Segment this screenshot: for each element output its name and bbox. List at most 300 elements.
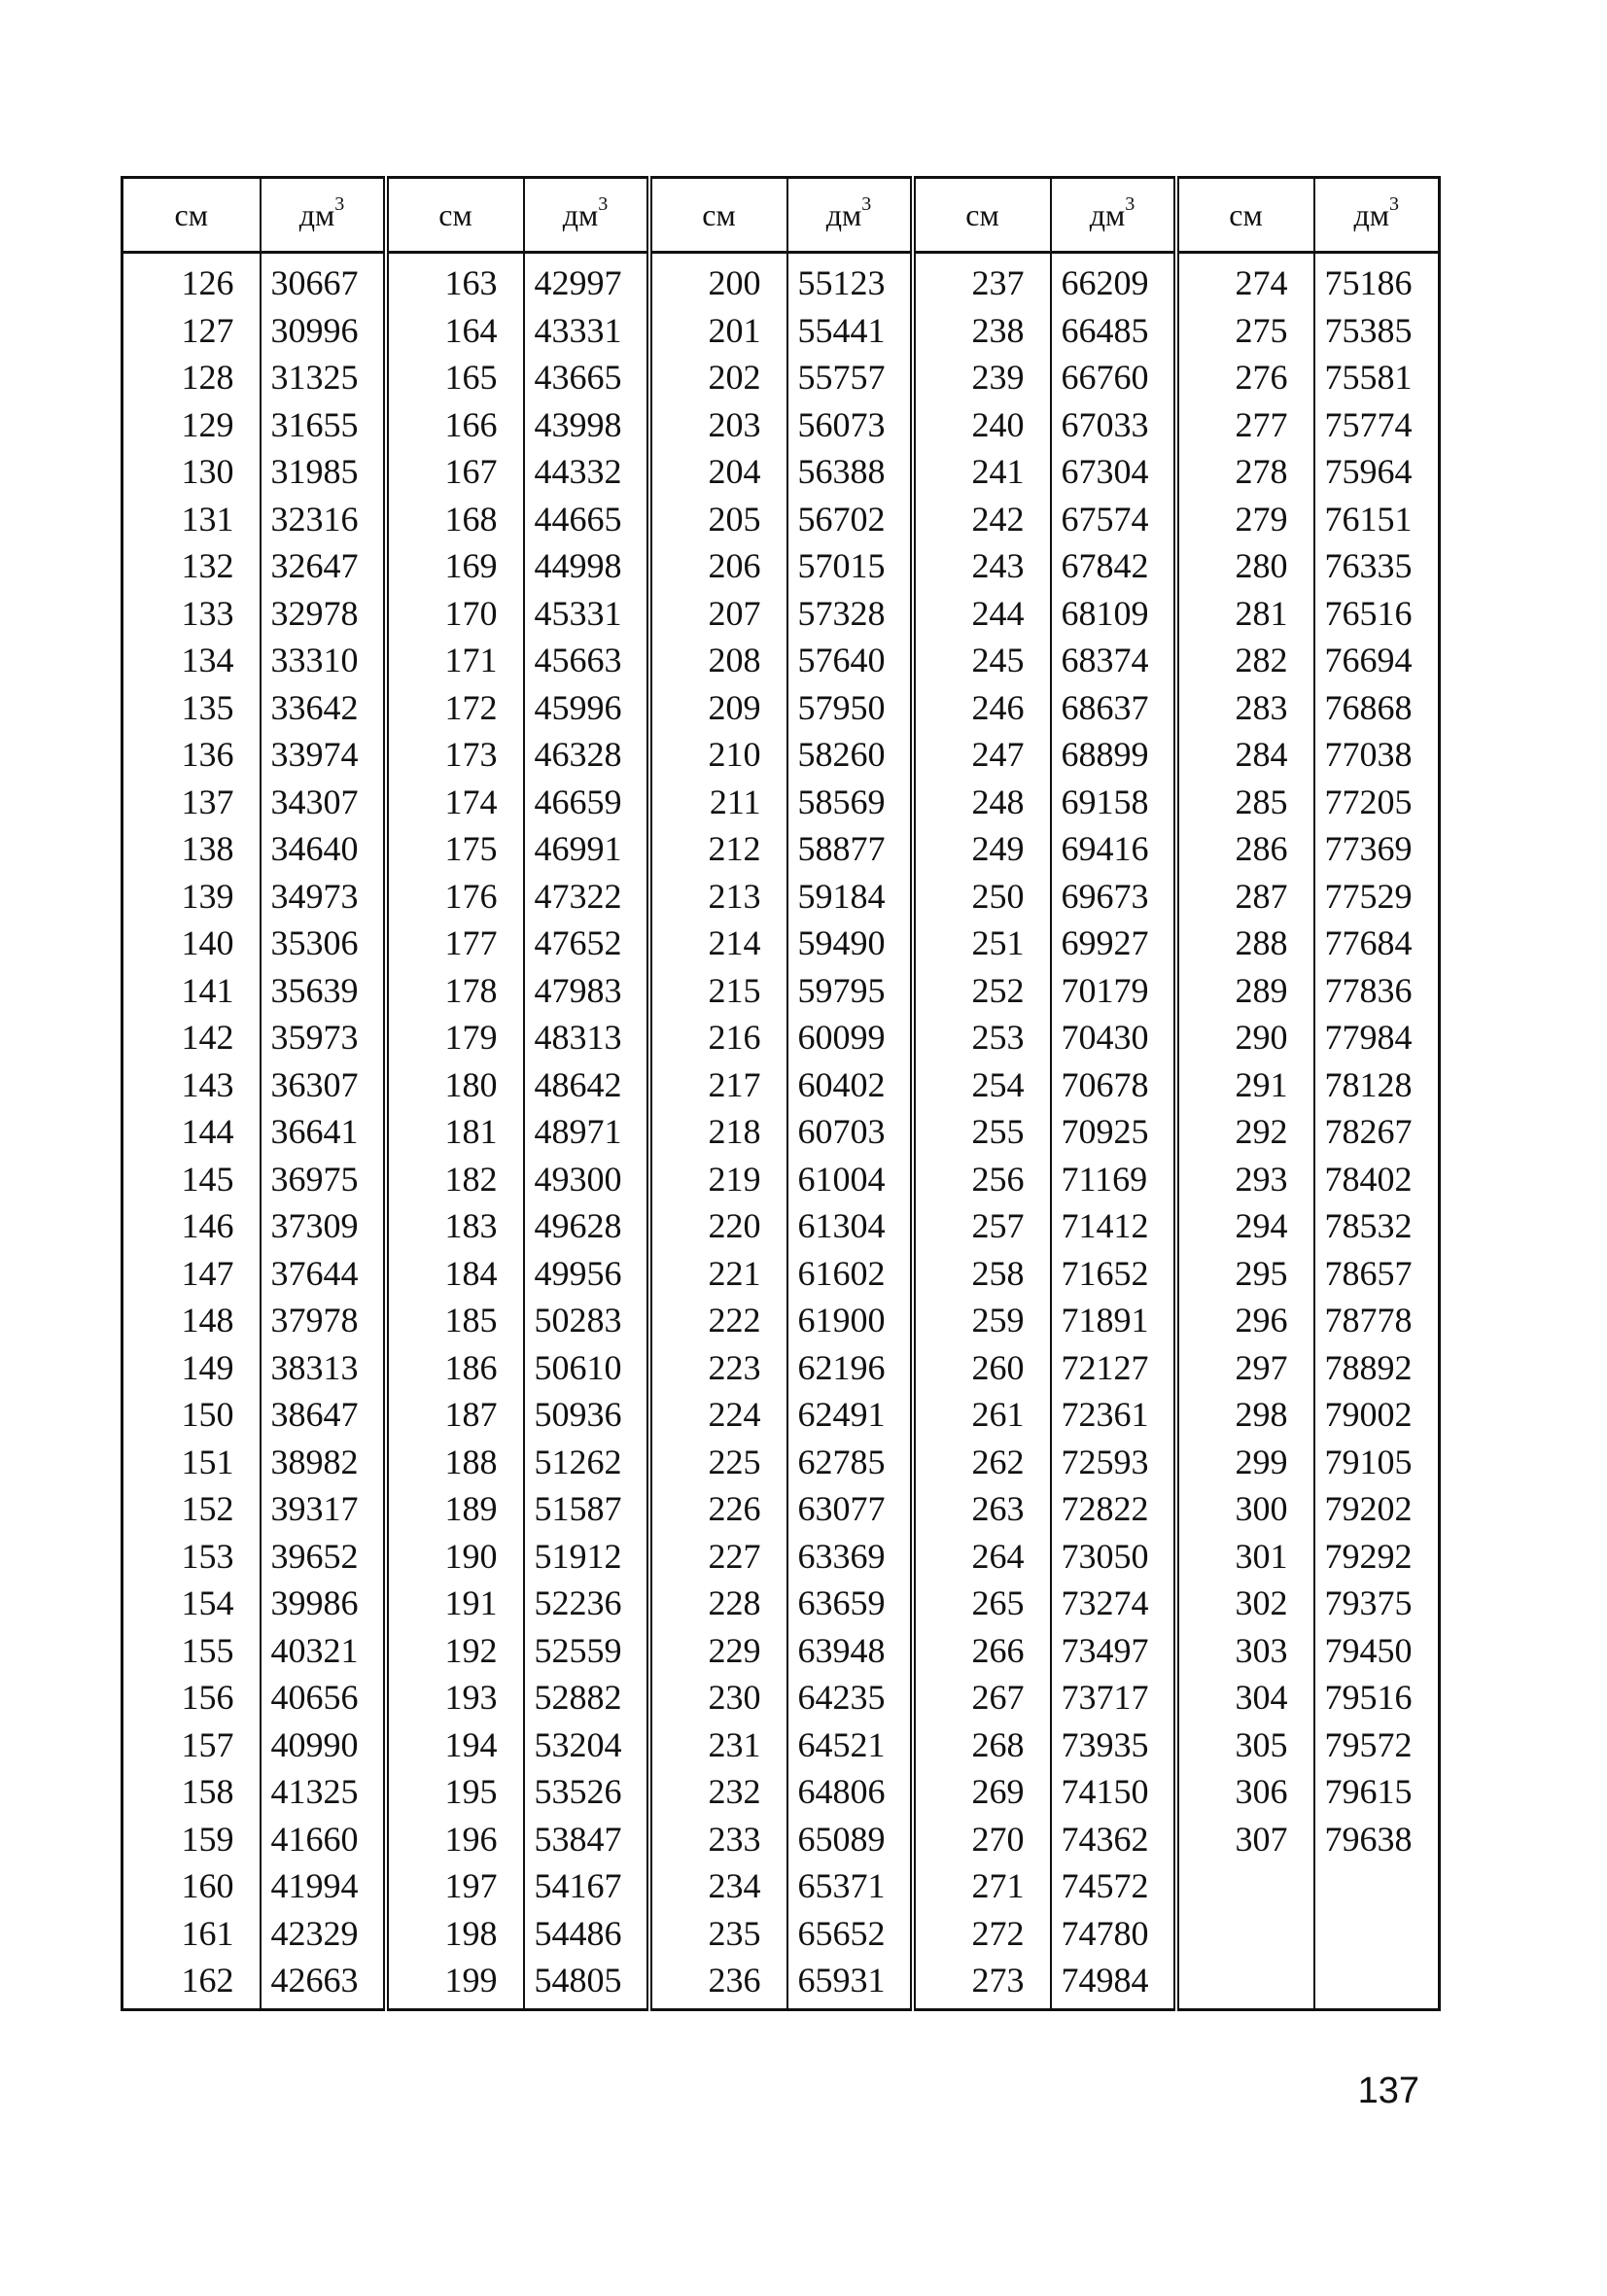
cell-cm: 170 xyxy=(386,590,524,638)
cell-cm: 166 xyxy=(386,401,524,449)
cell-dm3: 70430 xyxy=(1051,1014,1176,1061)
cell-dm3: 64235 xyxy=(787,1674,913,1722)
cell-cm: 251 xyxy=(913,920,1051,967)
cell-cm: 176 xyxy=(386,873,524,921)
cell-dm3: 35639 xyxy=(261,967,386,1015)
table-row xyxy=(122,1156,1440,1203)
cell-dm3: 35306 xyxy=(261,920,386,967)
cell-dm3: 36641 xyxy=(261,1108,386,1156)
table-row xyxy=(122,1768,1440,1816)
cell-cm: 253 xyxy=(913,1014,1051,1061)
cell-dm3: 55441 xyxy=(787,307,913,355)
cell-cm: 142 xyxy=(181,1018,234,1058)
cell-cm: 283 xyxy=(1176,684,1314,732)
cell-cm: 214 xyxy=(649,920,787,967)
cell-dm3: 79516 xyxy=(1314,1674,1440,1722)
cell-cm: 151 xyxy=(181,1442,234,1481)
cell-cm: 155 xyxy=(181,1630,234,1670)
cell-cm: 277 xyxy=(1176,401,1314,449)
cell-dm3: 56702 xyxy=(787,496,913,543)
cell-cm: 210 xyxy=(649,731,787,779)
header-dm3 xyxy=(261,178,386,253)
cell-dm3: 36307 xyxy=(261,1061,386,1109)
cell-dm3: 48313 xyxy=(524,1014,649,1061)
cell-cm: 245 xyxy=(913,637,1051,684)
cell-cm: 295 xyxy=(1176,1250,1314,1298)
cell-dm3: 32978 xyxy=(261,590,386,638)
cell-cm: 261 xyxy=(913,1391,1051,1439)
cell-cm: 149 xyxy=(181,1347,234,1387)
cell-cm: 212 xyxy=(649,825,787,873)
cell-cm: 153 xyxy=(181,1536,234,1576)
cell-cm: 221 xyxy=(649,1250,787,1298)
cell-dm3: 78267 xyxy=(1314,1108,1440,1156)
cell-cm: 150 xyxy=(181,1395,234,1435)
cell-dm3: 77205 xyxy=(1314,779,1440,826)
cell-cm: 236 xyxy=(649,1957,787,2009)
cell-cm: 291 xyxy=(1176,1061,1314,1109)
table-row xyxy=(122,1816,1440,1863)
cell-cm: 229 xyxy=(649,1627,787,1675)
cell-cm: 133 xyxy=(181,593,234,633)
cell-dm3: 76335 xyxy=(1314,542,1440,590)
cell-cm: 254 xyxy=(913,1061,1051,1109)
cell-cm: 205 xyxy=(649,496,787,543)
cell-dm3: 45996 xyxy=(524,684,649,732)
cell-cm: 225 xyxy=(649,1439,787,1486)
cell-dm3 xyxy=(1314,1910,1440,1958)
cell-cm xyxy=(1176,1957,1314,2009)
cell-cm: 296 xyxy=(1176,1297,1314,1344)
cell-dm3: 73717 xyxy=(1051,1674,1176,1722)
cell-dm3: 63077 xyxy=(787,1485,913,1533)
cell-dm3: 39986 xyxy=(261,1580,386,1627)
cell-cm: 215 xyxy=(649,967,787,1015)
cell-cm: 147 xyxy=(181,1253,234,1293)
cell-dm3: 66485 xyxy=(1051,307,1176,355)
cell-dm3: 77984 xyxy=(1314,1014,1440,1061)
cell-cm: 268 xyxy=(913,1722,1051,1769)
cell-dm3: 65089 xyxy=(787,1816,913,1863)
cell-dm3: 75385 xyxy=(1314,307,1440,355)
cell-cm: 129 xyxy=(181,404,234,444)
cell-dm3: 79375 xyxy=(1314,1580,1440,1627)
cell-cm: 260 xyxy=(913,1344,1051,1392)
cell-dm3: 60402 xyxy=(787,1061,913,1109)
table-row xyxy=(122,448,1440,496)
table-row xyxy=(122,920,1440,967)
cell-cm: 177 xyxy=(386,920,524,967)
cell-cm: 217 xyxy=(649,1061,787,1109)
cell-cm: 161 xyxy=(181,1913,234,1953)
cell-cm: 130 xyxy=(181,452,234,492)
cell-cm: 140 xyxy=(181,923,234,963)
cell-dm3: 45663 xyxy=(524,637,649,684)
cell-dm3: 35973 xyxy=(261,1014,386,1061)
cell-cm: 301 xyxy=(1176,1533,1314,1581)
cell-cm: 272 xyxy=(913,1910,1051,1958)
header-dm-label: дм xyxy=(1353,196,1390,232)
cell-cm: 158 xyxy=(181,1772,234,1812)
header-dm-label: дм xyxy=(825,196,862,232)
cell-dm3: 43331 xyxy=(524,307,649,355)
cell-cm: 131 xyxy=(181,499,234,539)
cell-cm: 266 xyxy=(913,1627,1051,1675)
cell-dm3: 64521 xyxy=(787,1722,913,1769)
cell-dm3: 61900 xyxy=(787,1297,913,1344)
table-row xyxy=(122,1485,1440,1533)
cell-dm3: 58260 xyxy=(787,731,913,779)
header-cm: см xyxy=(1176,178,1314,253)
cell-cm: 275 xyxy=(1176,307,1314,355)
cell-dm3: 53204 xyxy=(524,1722,649,1769)
cell-dm3: 67574 xyxy=(1051,496,1176,543)
cell-dm3: 74362 xyxy=(1051,1816,1176,1863)
cell-cm: 167 xyxy=(386,448,524,496)
cell-cm: 227 xyxy=(649,1533,787,1581)
cell-dm3: 38982 xyxy=(261,1439,386,1486)
cell-cm: 218 xyxy=(649,1108,787,1156)
cell-dm3: 65652 xyxy=(787,1910,913,1958)
cell-cm: 270 xyxy=(913,1816,1051,1863)
cell-dm3: 50936 xyxy=(524,1391,649,1439)
cell-dm3: 72361 xyxy=(1051,1391,1176,1439)
cell-cm: 223 xyxy=(649,1344,787,1392)
cell-cm: 186 xyxy=(386,1344,524,1392)
cell-dm3: 69158 xyxy=(1051,779,1176,826)
cell-cm: 172 xyxy=(386,684,524,732)
cell-dm3: 68109 xyxy=(1051,590,1176,638)
cell-cm: 196 xyxy=(386,1816,524,1863)
cell-cm: 134 xyxy=(181,641,234,680)
cell-dm3: 69416 xyxy=(1051,825,1176,873)
cell-dm3: 51912 xyxy=(524,1533,649,1581)
cell-dm3: 62196 xyxy=(787,1344,913,1392)
cell-dm3: 47983 xyxy=(524,967,649,1015)
cell-dm3: 57640 xyxy=(787,637,913,684)
cell-cm: 284 xyxy=(1176,731,1314,779)
cell-cm: 255 xyxy=(913,1108,1051,1156)
cell-cm: 169 xyxy=(386,542,524,590)
cell-cm xyxy=(1176,1910,1314,1958)
cell-dm3: 49300 xyxy=(524,1156,649,1203)
cell-cm: 193 xyxy=(386,1674,524,1722)
cell-cm: 208 xyxy=(649,637,787,684)
table-row xyxy=(122,1627,1440,1675)
cell-dm3: 39317 xyxy=(261,1485,386,1533)
header-row xyxy=(122,178,1440,253)
cell-dm3: 73274 xyxy=(1051,1580,1176,1627)
cell-cm: 126 xyxy=(181,263,234,303)
cell-dm3: 34307 xyxy=(261,779,386,826)
cell-cm: 242 xyxy=(913,496,1051,543)
cell-dm3: 57328 xyxy=(787,590,913,638)
cell-cm: 258 xyxy=(913,1250,1051,1298)
cell-dm3: 42663 xyxy=(261,1957,386,2009)
cell-dm3: 68637 xyxy=(1051,684,1176,732)
cell-cm: 127 xyxy=(181,310,234,350)
cell-dm3: 56388 xyxy=(787,448,913,496)
cell-dm3: 74150 xyxy=(1051,1768,1176,1816)
cell-cm: 216 xyxy=(649,1014,787,1061)
header-dm-superscript: 3 xyxy=(1389,192,1400,215)
cell-dm3: 47652 xyxy=(524,920,649,967)
cell-dm3: 59184 xyxy=(787,873,913,921)
cell-cm: 269 xyxy=(913,1768,1051,1816)
cell-dm3: 78657 xyxy=(1314,1250,1440,1298)
header-cm: см xyxy=(386,178,524,253)
cell-dm3: 41325 xyxy=(261,1768,386,1816)
cell-dm3: 65931 xyxy=(787,1957,913,2009)
header-dm-label: дм xyxy=(562,196,599,232)
cell-cm: 185 xyxy=(386,1297,524,1344)
cell-dm3: 66209 xyxy=(1051,253,1176,307)
cell-cm: 306 xyxy=(1176,1768,1314,1816)
cell-dm3: 75774 xyxy=(1314,401,1440,449)
cell-cm: 305 xyxy=(1176,1722,1314,1769)
table-row xyxy=(122,1722,1440,1769)
table-body xyxy=(122,253,1440,2010)
cell-cm: 303 xyxy=(1176,1627,1314,1675)
cell-cm xyxy=(1176,1862,1314,1910)
cell-cm: 137 xyxy=(181,782,234,821)
cell-cm: 160 xyxy=(181,1866,234,1906)
cell-dm3: 46328 xyxy=(524,731,649,779)
cell-cm: 201 xyxy=(649,307,787,355)
cell-dm3: 77369 xyxy=(1314,825,1440,873)
cell-dm3: 77038 xyxy=(1314,731,1440,779)
cell-dm3: 73050 xyxy=(1051,1533,1176,1581)
cell-dm3: 79292 xyxy=(1314,1533,1440,1581)
cell-cm: 209 xyxy=(649,684,787,732)
cell-dm3: 70678 xyxy=(1051,1061,1176,1109)
cell-dm3: 42329 xyxy=(261,1910,386,1958)
cell-dm3: 70925 xyxy=(1051,1108,1176,1156)
cell-cm: 235 xyxy=(649,1910,787,1958)
cell-cm: 287 xyxy=(1176,873,1314,921)
cell-cm: 304 xyxy=(1176,1674,1314,1722)
cell-dm3: 40321 xyxy=(261,1627,386,1675)
cell-dm3: 77529 xyxy=(1314,873,1440,921)
table-row xyxy=(122,967,1440,1015)
cell-dm3: 64806 xyxy=(787,1768,913,1816)
cell-cm: 222 xyxy=(649,1297,787,1344)
cell-dm3: 78402 xyxy=(1314,1156,1440,1203)
table-row xyxy=(122,1297,1440,1344)
cell-cm: 293 xyxy=(1176,1156,1314,1203)
cell-dm3: 76868 xyxy=(1314,684,1440,732)
header-cm: см xyxy=(913,178,1051,253)
cell-dm3: 31325 xyxy=(261,354,386,401)
cell-dm3: 31655 xyxy=(261,401,386,449)
cell-cm: 211 xyxy=(649,779,787,826)
table-row xyxy=(122,1910,1440,1958)
cell-dm3: 55123 xyxy=(787,253,913,307)
cell-dm3: 75186 xyxy=(1314,253,1440,307)
cell-cm: 197 xyxy=(386,1862,524,1910)
cell-cm: 244 xyxy=(913,590,1051,638)
table-row xyxy=(122,1108,1440,1156)
cell-dm3: 79450 xyxy=(1314,1627,1440,1675)
cell-cm: 246 xyxy=(913,684,1051,732)
cell-cm: 231 xyxy=(649,1722,787,1769)
cell-cm: 181 xyxy=(386,1108,524,1156)
cell-cm: 226 xyxy=(649,1485,787,1533)
cell-dm3: 44332 xyxy=(524,448,649,496)
cell-dm3: 73935 xyxy=(1051,1722,1176,1769)
cell-dm3: 79002 xyxy=(1314,1391,1440,1439)
cell-dm3: 30667 xyxy=(261,253,386,307)
cell-cm: 278 xyxy=(1176,448,1314,496)
table-row xyxy=(122,779,1440,826)
cell-dm3: 78892 xyxy=(1314,1344,1440,1392)
cell-cm: 241 xyxy=(913,448,1051,496)
cell-cm: 164 xyxy=(386,307,524,355)
cell-dm3: 40656 xyxy=(261,1674,386,1722)
cell-dm3: 46659 xyxy=(524,779,649,826)
cell-cm: 175 xyxy=(386,825,524,873)
cell-dm3: 71412 xyxy=(1051,1202,1176,1250)
cell-dm3: 79572 xyxy=(1314,1722,1440,1769)
cell-dm3: 53526 xyxy=(524,1768,649,1816)
cell-dm3: 56073 xyxy=(787,401,913,449)
cell-dm3: 79638 xyxy=(1314,1816,1440,1863)
cell-dm3: 34973 xyxy=(261,873,386,921)
cell-dm3: 70179 xyxy=(1051,967,1176,1015)
cell-cm: 206 xyxy=(649,542,787,590)
cell-cm: 249 xyxy=(913,825,1051,873)
cell-dm3: 52236 xyxy=(524,1580,649,1627)
cell-cm: 163 xyxy=(386,253,524,307)
cell-cm: 259 xyxy=(913,1297,1051,1344)
table-row xyxy=(122,1061,1440,1109)
table-row xyxy=(122,873,1440,921)
cell-cm: 189 xyxy=(386,1485,524,1533)
cell-dm3: 68374 xyxy=(1051,637,1176,684)
cell-dm3: 49956 xyxy=(524,1250,649,1298)
cell-cm: 183 xyxy=(386,1202,524,1250)
cell-cm: 232 xyxy=(649,1768,787,1816)
cell-cm: 152 xyxy=(181,1489,234,1529)
table-row xyxy=(122,684,1440,732)
cell-dm3: 67033 xyxy=(1051,401,1176,449)
table-row xyxy=(122,542,1440,590)
header-dm3 xyxy=(1314,178,1440,253)
cell-cm: 204 xyxy=(649,448,787,496)
cell-cm: 179 xyxy=(386,1014,524,1061)
cell-dm3: 61004 xyxy=(787,1156,913,1203)
cell-dm3: 41660 xyxy=(261,1816,386,1863)
cell-dm3: 33310 xyxy=(261,637,386,684)
cell-dm3: 38647 xyxy=(261,1391,386,1439)
cell-dm3: 33642 xyxy=(261,684,386,732)
cell-dm3: 62491 xyxy=(787,1391,913,1439)
cell-cm: 263 xyxy=(913,1485,1051,1533)
cell-dm3: 66760 xyxy=(1051,354,1176,401)
cell-cm: 184 xyxy=(386,1250,524,1298)
cell-dm3: 62785 xyxy=(787,1439,913,1486)
cell-dm3: 63659 xyxy=(787,1580,913,1627)
cell-cm: 264 xyxy=(913,1533,1051,1581)
cell-cm: 300 xyxy=(1176,1485,1314,1533)
header-dm3 xyxy=(524,178,649,253)
cell-dm3: 45331 xyxy=(524,590,649,638)
cell-dm3: 72127 xyxy=(1051,1344,1176,1392)
cell-dm3: 49628 xyxy=(524,1202,649,1250)
cell-dm3: 61602 xyxy=(787,1250,913,1298)
cell-cm: 257 xyxy=(913,1202,1051,1250)
cell-cm: 274 xyxy=(1176,253,1314,307)
cell-dm3: 61304 xyxy=(787,1202,913,1250)
cell-dm3: 69927 xyxy=(1051,920,1176,967)
header-dm-superscript: 3 xyxy=(1125,192,1135,215)
cell-dm3: 77684 xyxy=(1314,920,1440,967)
cell-cm: 132 xyxy=(181,546,234,586)
cell-dm3: 79105 xyxy=(1314,1439,1440,1486)
cell-dm3: 71652 xyxy=(1051,1250,1176,1298)
header-dm3 xyxy=(787,178,913,253)
cell-dm3: 76694 xyxy=(1314,637,1440,684)
table-row xyxy=(122,1674,1440,1722)
cell-cm: 224 xyxy=(649,1391,787,1439)
cell-dm3: 36975 xyxy=(261,1156,386,1203)
cell-dm3: 43998 xyxy=(524,401,649,449)
cell-cm: 207 xyxy=(649,590,787,638)
table-row xyxy=(122,1862,1440,1910)
table-row xyxy=(122,1533,1440,1581)
cell-dm3: 53847 xyxy=(524,1816,649,1863)
cell-cm: 262 xyxy=(913,1439,1051,1486)
table-row xyxy=(122,590,1440,638)
cell-cm: 243 xyxy=(913,542,1051,590)
table-row xyxy=(122,253,1440,307)
cell-cm: 148 xyxy=(181,1301,234,1340)
cell-dm3: 42997 xyxy=(524,253,649,307)
header-dm-superscript: 3 xyxy=(861,192,872,215)
header-dm-superscript: 3 xyxy=(598,192,609,215)
cell-dm3: 32316 xyxy=(261,496,386,543)
cell-dm3: 32647 xyxy=(261,542,386,590)
table-row xyxy=(122,354,1440,401)
cell-cm: 265 xyxy=(913,1580,1051,1627)
page-number: 137 xyxy=(1357,2070,1419,2111)
cell-cm: 145 xyxy=(181,1159,234,1199)
cell-cm: 282 xyxy=(1176,637,1314,684)
cell-cm: 192 xyxy=(386,1627,524,1675)
cell-cm: 279 xyxy=(1176,496,1314,543)
cell-dm3: 54167 xyxy=(524,1862,649,1910)
cell-dm3: 30996 xyxy=(261,307,386,355)
cell-dm3 xyxy=(1314,1862,1440,1910)
cell-dm3: 51262 xyxy=(524,1439,649,1486)
cell-cm: 250 xyxy=(913,873,1051,921)
cell-cm: 213 xyxy=(649,873,787,921)
cell-dm3: 54486 xyxy=(524,1910,649,1958)
cell-dm3: 71891 xyxy=(1051,1297,1176,1344)
cell-dm3: 47322 xyxy=(524,873,649,921)
cell-cm: 154 xyxy=(181,1583,234,1623)
header-dm-superscript: 3 xyxy=(334,192,345,215)
cell-dm3: 54805 xyxy=(524,1957,649,2009)
cell-cm: 240 xyxy=(913,401,1051,449)
cell-cm: 203 xyxy=(649,401,787,449)
cell-cm: 299 xyxy=(1176,1439,1314,1486)
cell-dm3: 50283 xyxy=(524,1297,649,1344)
cell-cm: 141 xyxy=(181,970,234,1010)
cell-dm3: 38313 xyxy=(261,1344,386,1392)
cell-cm: 220 xyxy=(649,1202,787,1250)
table-row xyxy=(122,1439,1440,1486)
